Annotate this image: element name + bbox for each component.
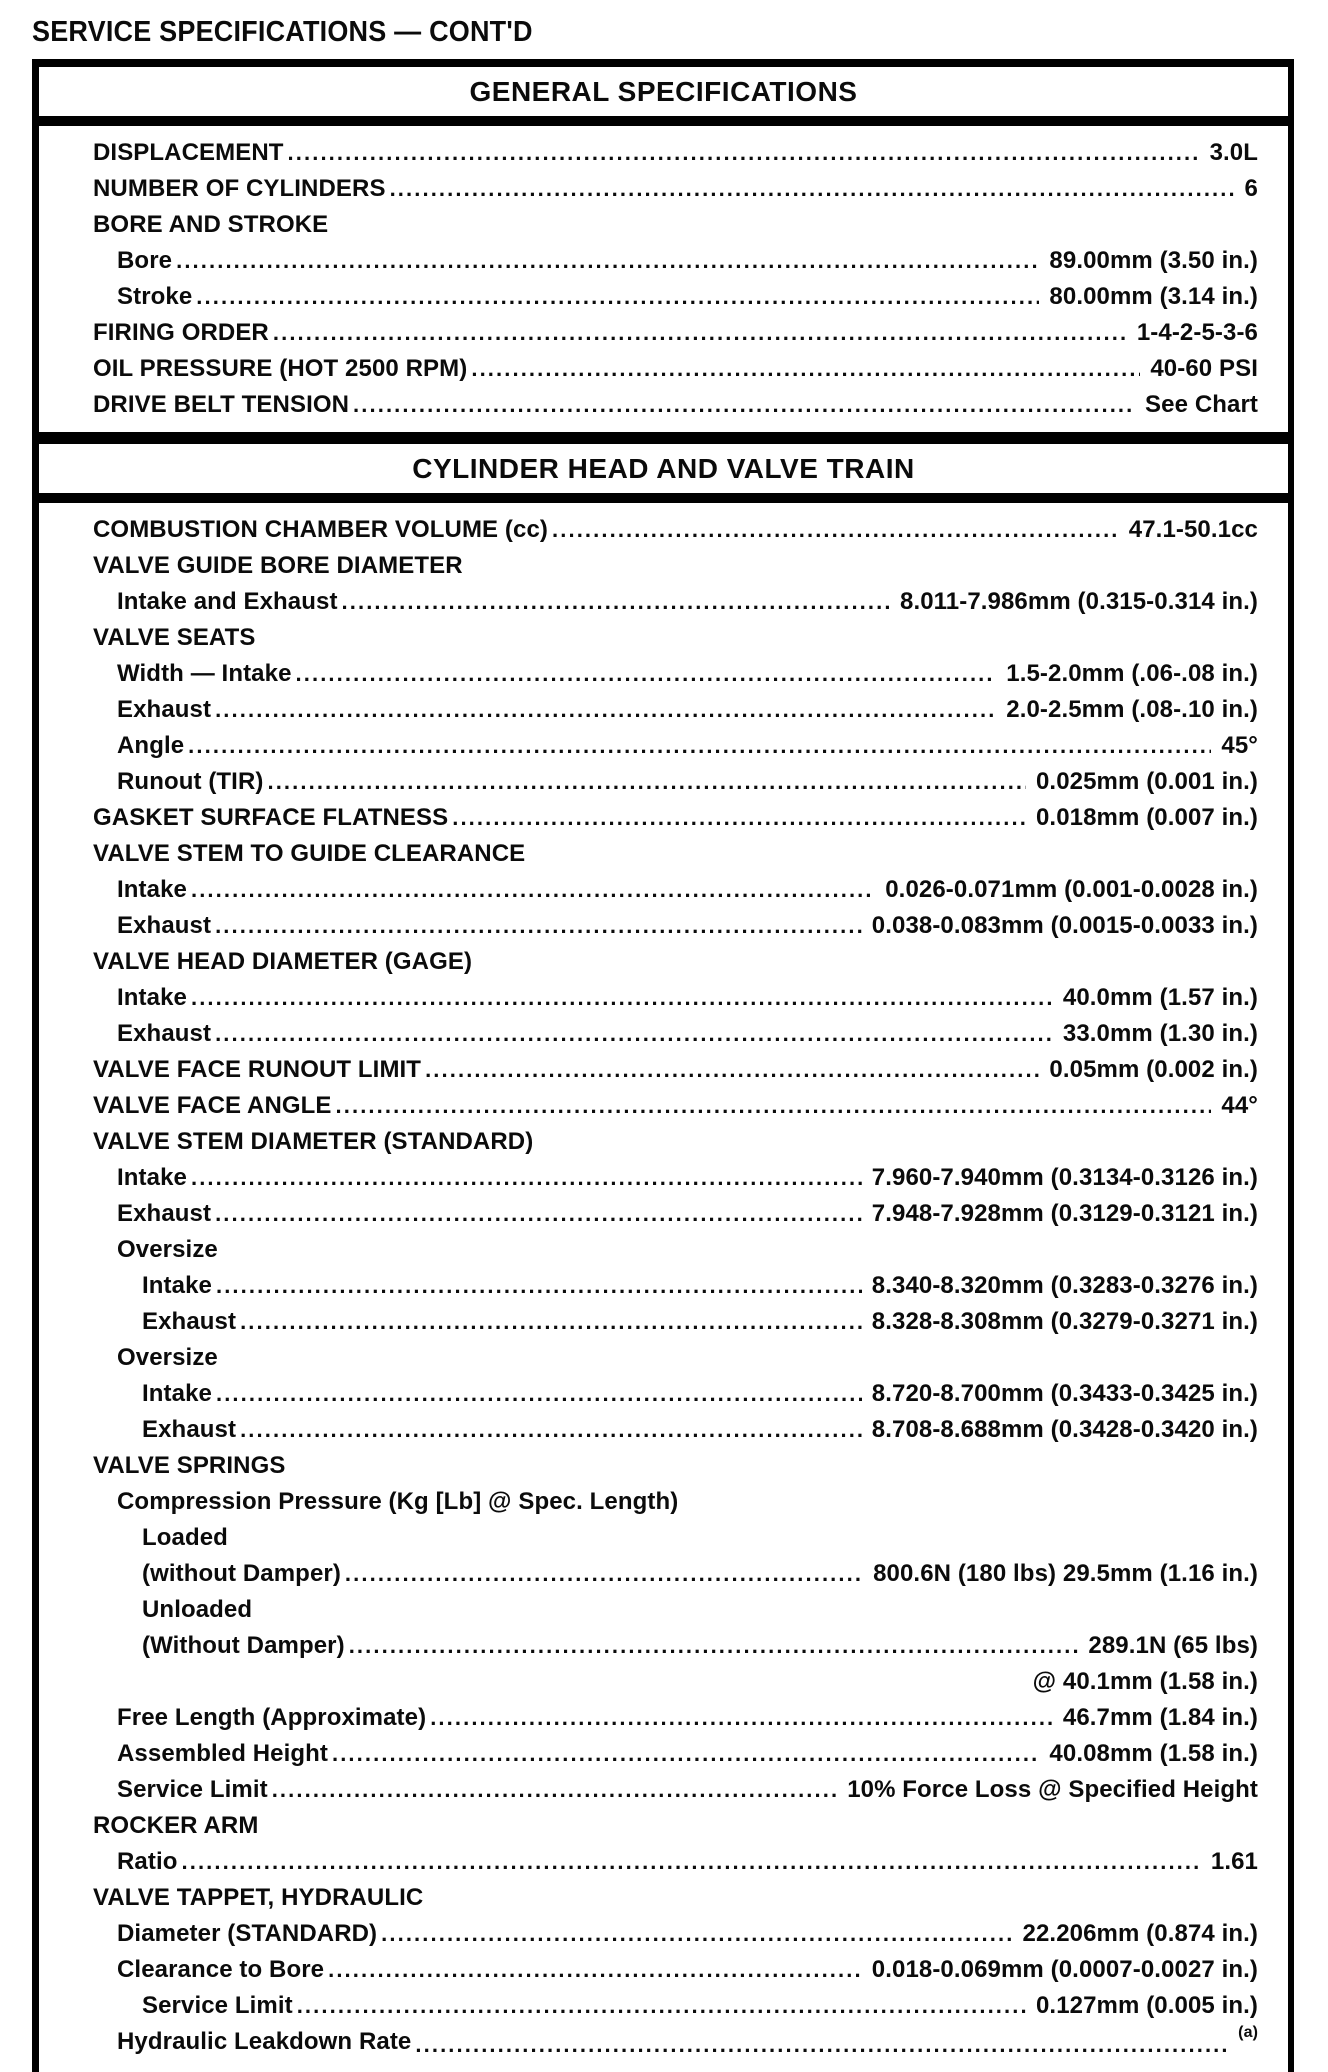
spec-row xyxy=(67,1412,1258,1448)
spec-label: Oversize xyxy=(117,1236,218,1263)
spec-label: VALVE HEAD DIAMETER (GAGE) xyxy=(93,948,473,975)
spec-row xyxy=(67,1916,1258,1952)
spec-label: Exhaust xyxy=(117,912,212,939)
spec-value: 8.340-8.320mm (0.3283-0.3276 in.) xyxy=(871,1272,1258,1299)
dot-leader xyxy=(196,279,1039,315)
spec-value: 0.05mm (0.002 in.) xyxy=(1049,1056,1258,1083)
spec-label: GASKET SURFACE FLATNESS xyxy=(93,804,449,831)
spec-row xyxy=(67,656,1258,692)
spec-row xyxy=(67,1268,1258,1304)
dot-leader xyxy=(336,1088,1212,1124)
spec-group-header xyxy=(67,1520,1258,1556)
spec-row xyxy=(67,171,1258,207)
spec-value: 40-60 PSI xyxy=(1150,355,1258,382)
spec-value: 8.720-8.700mm (0.3433-0.3425 in.) xyxy=(871,1380,1258,1407)
spec-label: Exhaust xyxy=(117,1020,212,1047)
spec-value: 8.708-8.688mm (0.3428-0.3420 in.) xyxy=(871,1416,1258,1443)
spec-row xyxy=(67,872,1258,908)
spec-group-header xyxy=(67,1592,1258,1628)
spec-value: 89.00mm (3.50 in.) xyxy=(1049,247,1258,274)
dot-leader xyxy=(288,135,1200,171)
spec-label: DISPLACEMENT xyxy=(93,139,284,166)
spec-value: 8.011-7.986mm (0.315-0.314 in.) xyxy=(900,588,1258,615)
spec-value: 80.00mm (3.14 in.) xyxy=(1049,283,1258,310)
spec-row xyxy=(67,692,1258,728)
cylinder-head-valve-train-section xyxy=(32,438,1294,2072)
spec-row xyxy=(67,1304,1258,1340)
dot-leader xyxy=(430,1700,1053,1736)
spec-value-continuation xyxy=(67,1664,1258,1700)
spec-group-header xyxy=(67,1232,1258,1268)
spec-row xyxy=(67,135,1258,171)
spec-value: 289.1N (65 lbs) xyxy=(1088,1632,1258,1659)
spec-label: Hydraulic Leakdown Rate xyxy=(117,2028,412,2055)
spec-label: Compression Pressure (Kg [Lb] @ Spec. Length) xyxy=(117,1488,679,1515)
spec-label: Service Limit xyxy=(117,1776,268,1803)
dot-leader xyxy=(452,800,1026,836)
spec-label: Intake and Exhaust xyxy=(117,588,338,615)
spec-label: Exhaust xyxy=(117,1200,212,1227)
spec-label: Bore xyxy=(117,247,173,274)
spec-label: Exhaust xyxy=(117,696,212,723)
spec-group-header xyxy=(67,836,1258,872)
spec-row xyxy=(67,728,1258,764)
spec-label: (Without Damper) xyxy=(142,1632,345,1659)
dot-leader xyxy=(215,1016,1053,1052)
spec-value: 6 xyxy=(1244,175,1258,202)
spec-row xyxy=(67,1952,1258,1988)
dot-leader xyxy=(182,1844,1201,1880)
spec-group-header xyxy=(67,1448,1258,1484)
spec-row xyxy=(67,315,1258,351)
spec-label: VALVE STEM TO GUIDE CLEARANCE xyxy=(93,840,526,867)
spec-label: Intake xyxy=(142,1380,212,1407)
spec-value: 10% Force Loss @ Specified Height xyxy=(847,1776,1258,1803)
dot-leader xyxy=(345,1556,863,1592)
spec-label: FIRING ORDER xyxy=(93,319,269,346)
spec-row xyxy=(67,1844,1258,1880)
spec-value: 46.7mm (1.84 in.) xyxy=(1062,1704,1258,1731)
spec-row xyxy=(67,243,1258,279)
spec-label: Diameter (STANDARD) xyxy=(117,1920,378,1947)
spec-label: Stroke xyxy=(117,283,193,310)
spec-label: BORE AND STROKE xyxy=(93,211,329,238)
spec-row xyxy=(67,1988,1258,2024)
spec-value: 0.025mm (0.001 in.) xyxy=(1035,768,1258,795)
dot-leader xyxy=(191,872,875,908)
spec-row xyxy=(67,2024,1258,2063)
spec-value: 1.61 xyxy=(1210,1848,1258,1875)
spec-row xyxy=(67,512,1258,548)
spec-value: 0.038-0.083mm (0.0015-0.0033 in.) xyxy=(871,912,1258,939)
dot-leader xyxy=(176,243,1039,279)
spec-row xyxy=(67,764,1258,800)
cylinder-head-valve-train-rows xyxy=(39,503,1288,2072)
spec-label: Exhaust xyxy=(142,1308,237,1335)
spec-label: Angle xyxy=(117,732,185,759)
spec-group-header xyxy=(67,944,1258,980)
spec-label: Loaded xyxy=(142,1524,228,1551)
dot-leader xyxy=(328,1952,862,1988)
spec-value: 0.127mm (0.005 in.) xyxy=(1035,1992,1258,2019)
spec-value: 47.1-50.1cc xyxy=(1128,516,1258,543)
spec-row xyxy=(67,387,1258,423)
spec-label: VALVE SPRINGS xyxy=(93,1452,286,1479)
spec-group-header xyxy=(67,1880,1258,1916)
dot-leader xyxy=(296,656,997,692)
spec-row xyxy=(67,980,1258,1016)
page-title: SERVICE SPECIFICATIONS — CONT'D xyxy=(32,16,533,48)
dot-leader xyxy=(188,728,1211,764)
spec-row xyxy=(67,1376,1258,1412)
spec-label: DRIVE BELT TENSION xyxy=(93,391,350,418)
dot-leader xyxy=(552,512,1119,548)
spec-label: VALVE SEATS xyxy=(93,624,256,651)
dot-leader xyxy=(215,1196,862,1232)
spec-label: NUMBER OF CYLINDERS xyxy=(93,175,386,202)
dot-leader xyxy=(191,980,1053,1016)
spec-label: Intake xyxy=(117,984,187,1011)
spec-label: Intake xyxy=(142,1272,212,1299)
dot-leader xyxy=(216,1376,862,1412)
spec-row xyxy=(67,1736,1258,1772)
dot-leader xyxy=(349,1628,1079,1664)
spec-value: @ 40.1mm (1.58 in.) xyxy=(1032,1668,1258,1695)
dot-leader xyxy=(332,1736,1039,1772)
spec-label: VALVE FACE RUNOUT LIMIT xyxy=(93,1056,422,1083)
spec-row xyxy=(67,1052,1258,1088)
spec-row xyxy=(67,1160,1258,1196)
spec-row xyxy=(67,1088,1258,1124)
dot-leader xyxy=(415,2024,1228,2063)
dot-leader xyxy=(240,1304,862,1340)
spec-label: VALVE STEM DIAMETER (STANDARD) xyxy=(93,1128,534,1155)
spec-label: OIL PRESSURE (HOT 2500 RPM) xyxy=(93,355,468,382)
spec-value: 7.960-7.940mm (0.3134-0.3126 in.) xyxy=(871,1164,1258,1191)
spec-value: 40.08mm (1.58 in.) xyxy=(1049,1740,1258,1767)
spec-value: 3.0L xyxy=(1209,139,1258,166)
spec-row xyxy=(67,908,1258,944)
spec-value: 45° xyxy=(1221,732,1258,759)
spec-label: Runout (TIR) xyxy=(117,768,264,795)
spec-value: 44° xyxy=(1221,1092,1258,1119)
spec-row xyxy=(67,800,1258,836)
dot-leader xyxy=(240,1412,862,1448)
spec-row xyxy=(67,351,1258,387)
spec-label: Oversize xyxy=(117,1344,218,1371)
spec-value: 1.5-2.0mm (.06-.08 in.) xyxy=(1006,660,1258,687)
dot-leader xyxy=(381,1916,1012,1952)
spec-label: VALVE FACE ANGLE xyxy=(93,1092,332,1119)
spec-label: Intake xyxy=(117,1164,187,1191)
spec-row xyxy=(67,1700,1258,1736)
spec-value: 0.018mm (0.007 in.) xyxy=(1035,804,1258,831)
dot-leader xyxy=(297,1988,1026,2024)
spec-group-header xyxy=(67,1124,1258,1160)
dot-leader xyxy=(272,1772,837,1808)
spec-value: See Chart xyxy=(1145,391,1258,418)
dot-leader xyxy=(216,1268,862,1304)
dot-leader xyxy=(353,387,1135,423)
spec-row xyxy=(67,1772,1258,1808)
spec-label: VALVE GUIDE BORE DIAMETER xyxy=(93,552,463,579)
dot-leader xyxy=(267,764,1026,800)
spec-label: Unloaded xyxy=(142,1596,253,1623)
spec-label: COMBUSTION CHAMBER VOLUME (cc) xyxy=(93,516,549,543)
spec-value: 8.328-8.308mm (0.3279-0.3271 in.) xyxy=(871,1308,1258,1335)
spec-group-header xyxy=(67,1340,1258,1376)
spec-row xyxy=(67,279,1258,315)
spec-group-header xyxy=(67,1484,1258,1520)
spec-label: (without Damper) xyxy=(142,1560,341,1587)
spec-label: ROCKER ARM xyxy=(93,1812,259,1839)
section-title-general: GENERAL SPECIFICATIONS xyxy=(39,67,1288,126)
spec-group-header xyxy=(67,1808,1258,1844)
spec-label: Ratio xyxy=(117,1848,178,1875)
spec-value: 0.026-0.071mm (0.001-0.0028 in.) xyxy=(885,876,1258,903)
spec-label: Assembled Height xyxy=(117,1740,328,1767)
spec-value: 0.018-0.069mm (0.0007-0.0027 in.) xyxy=(871,1956,1258,1983)
dot-leader xyxy=(342,584,890,620)
spec-row xyxy=(67,584,1258,620)
spec-label: Service Limit xyxy=(142,1992,293,2019)
spec-label: Clearance to Bore xyxy=(117,1956,325,1983)
dot-leader xyxy=(215,692,996,728)
spec-label: Exhaust xyxy=(142,1416,237,1443)
dot-leader xyxy=(191,1160,862,1196)
dot-leader xyxy=(390,171,1235,207)
dot-leader xyxy=(215,908,862,944)
spec-value: 22.206mm (0.874 in.) xyxy=(1022,1920,1258,1947)
spec-value: 2.0-2.5mm (.08-.10 in.) xyxy=(1006,696,1258,723)
general-specifications-section xyxy=(32,59,1294,438)
spec-value: 33.0mm (1.30 in.) xyxy=(1062,1020,1258,1047)
dot-leader xyxy=(273,315,1127,351)
spec-value: 1-4-2-5-3-6 xyxy=(1136,319,1258,346)
spec-label: VALVE TAPPET, HYDRAULIC xyxy=(93,1884,424,1911)
dot-leader xyxy=(471,351,1140,387)
spec-label: Intake xyxy=(117,876,187,903)
spec-value: 800.6N (180 lbs) 29.5mm (1.16 in.) xyxy=(873,1560,1258,1587)
spec-row xyxy=(67,1016,1258,1052)
spec-value: 7.948-7.928mm (0.3129-0.3121 in.) xyxy=(871,1200,1258,1227)
spec-label: Width — Intake xyxy=(117,660,292,687)
spec-row xyxy=(67,1196,1258,1232)
spec-label: Free Length (Approximate) xyxy=(117,1704,427,1731)
section-title-cylinder-head: CYLINDER HEAD AND VALVE TRAIN xyxy=(39,444,1288,503)
footnote-marker: (a) xyxy=(1238,2024,1258,2041)
spec-row xyxy=(67,1628,1258,1664)
spec-group-header xyxy=(67,620,1258,656)
spec-row xyxy=(67,1556,1258,1592)
general-specifications-rows xyxy=(39,126,1288,432)
spec-group-header xyxy=(67,548,1258,584)
dot-leader xyxy=(425,1052,1039,1088)
spec-group-header xyxy=(67,207,1258,243)
spec-value: 40.0mm (1.57 in.) xyxy=(1062,984,1258,1011)
